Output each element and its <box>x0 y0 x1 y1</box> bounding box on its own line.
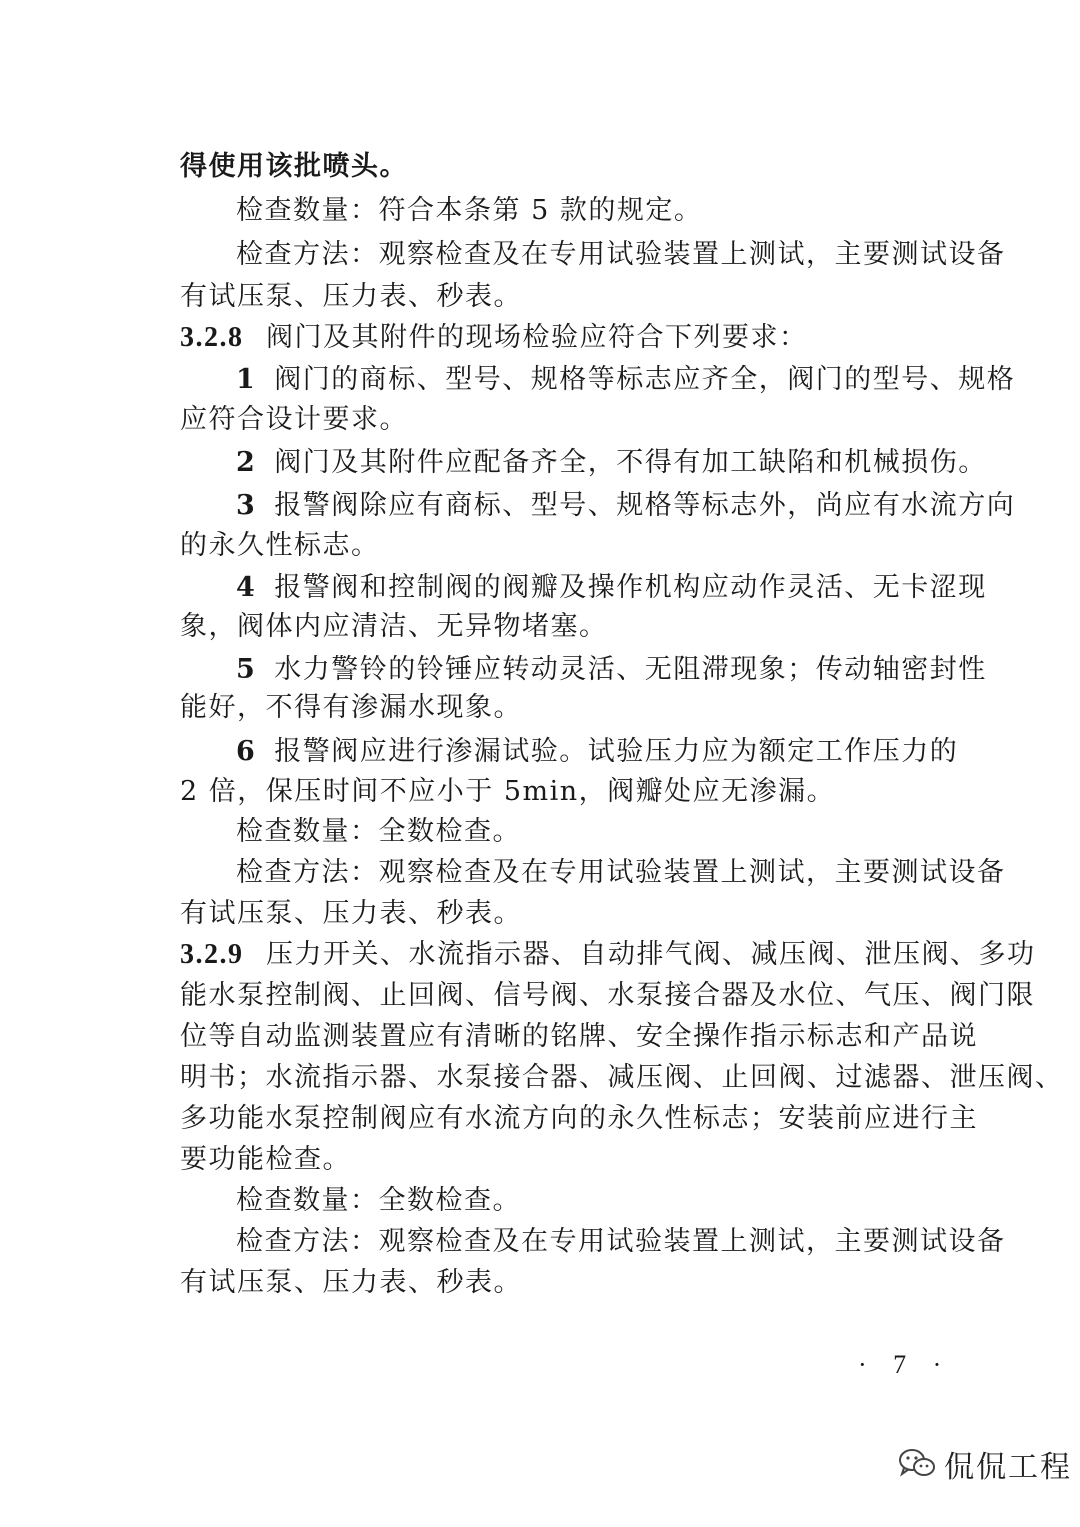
list-item: 5 水力警铃的铃锤应转动灵活、无阻滞现象；传动轴密封性 <box>236 650 950 690</box>
list-item: 2 阀门及其附件应配备齐全，不得有加工缺陷和机械损伤。 <box>236 443 950 483</box>
watermark <box>898 1444 1072 1484</box>
text-line: 多功能水泵控制阀应有水流方向的永久性标志；安装前应进行主 <box>180 1103 978 1134</box>
text-line: 检查方法：观察检查及在专用试验装置上测试，主要测试设备 <box>236 857 1006 888</box>
text-line: 应符合设计要求。 <box>180 404 408 435</box>
text-line: 明书；水流指示器、水泵接合器、减压阀、止回阀、过滤器、泄压阀、 <box>180 1062 1064 1093</box>
text-line: 要功能检查。 <box>180 1144 351 1175</box>
section-heading: 3.2.9 压力开关、水流指示器、自动排气阀、减压阀、泄压阀、多功 <box>180 935 950 975</box>
list-item: 4 报警阀和控制阀的阀瓣及操作机构应动作灵活、无卡涩现 <box>236 568 950 608</box>
section-number: 3.2.8 <box>180 322 244 353</box>
watermark-text: 侃侃工程 <box>944 1450 1072 1485</box>
section-heading: 3.2.8 阀门及其附件的现场检验应符合下列要求： <box>180 318 950 358</box>
text-line: 得使用该批喷头。 <box>180 151 408 182</box>
text-line: 检查数量：全数检查。 <box>236 816 521 847</box>
item-number: 5 <box>236 654 257 685</box>
text-line: 有试压泵、压力表、秒表。 <box>180 1267 522 1298</box>
text-line: 2 倍，保压时间不应小于 5min，阀瓣处应无渗漏。 <box>180 776 836 807</box>
item-number: 4 <box>236 572 257 603</box>
wechat-icon <box>898 1448 936 1480</box>
section-number: 3.2.9 <box>180 939 244 970</box>
item-number: 3 <box>236 490 257 521</box>
text-line: 检查数量：全数检查。 <box>236 1185 521 1216</box>
item-number: 2 <box>236 447 257 478</box>
text-line: 有试压泵、压力表、秒表。 <box>180 281 522 312</box>
list-item: 6 报警阀应进行渗漏试验。试验压力应为额定工作压力的 <box>236 732 950 772</box>
text-line: 能好，不得有渗漏水现象。 <box>180 692 522 723</box>
text-line: 检查数量：符合本条第 5 款的规定。 <box>236 195 703 226</box>
page-number: · 7 · <box>858 1350 952 1379</box>
text-line: 检查方法：观察检查及在专用试验装置上测试，主要测试设备 <box>236 1226 1006 1257</box>
list-item: 3 报警阀除应有商标、型号、规格等标志外，尚应有水流方向 <box>236 486 950 526</box>
text-line: 象，阀体内应清洁、无异物堵塞。 <box>180 611 608 642</box>
list-item: 1 阀门的商标、型号、规格等标志应齐全，阀门的型号、规格 <box>236 360 950 400</box>
text-line: 位等自动监测装置应有清晰的铭牌、安全操作指示标志和产品说 <box>180 1021 978 1052</box>
text-line: 的永久性标志。 <box>180 530 380 561</box>
text-line: 能水泵控制阀、止回阀、信号阀、水泵接合器及水位、气压、阀门限 <box>180 980 1035 1011</box>
text-line: 有试压泵、压力表、秒表。 <box>180 898 522 929</box>
item-number: 6 <box>236 736 257 767</box>
item-number: 1 <box>236 364 257 395</box>
text-line: 检查方法：观察检查及在专用试验装置上测试，主要测试设备 <box>236 239 1006 270</box>
